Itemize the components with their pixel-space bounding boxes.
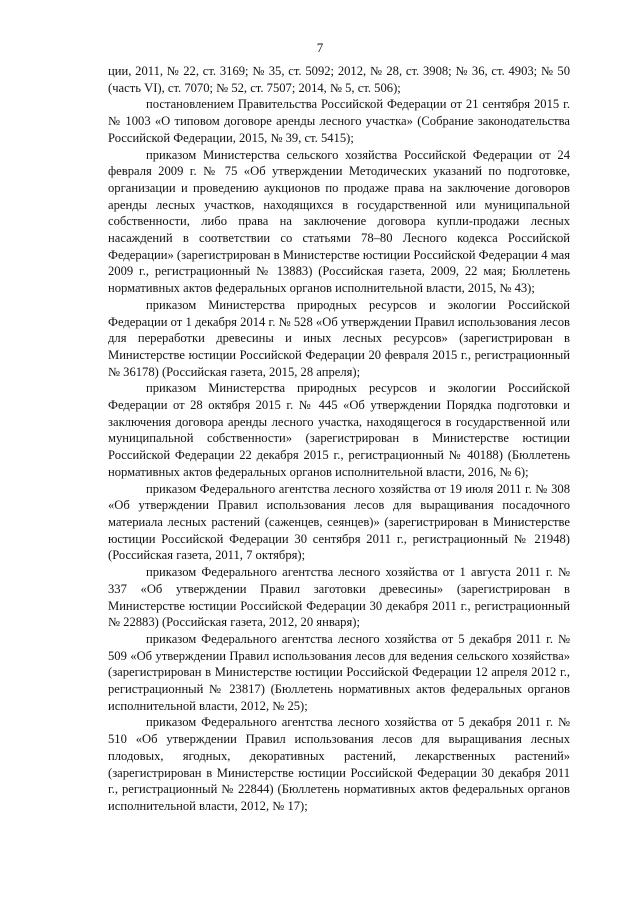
page-number: 7 (316, 40, 324, 55)
paragraph: приказом Федерального агентства лесного хозяйства от 1 августа 2011 г. № 337 «Об утверждении Правил заготовки древесины» (зарегистрирован в Министерстве юстиции Российской Федерации 30 декабря 2011 г., регистрационный № 22883) (Российская газета, 2012, 20 января); (108, 565, 570, 630)
document-body (108, 63, 570, 815)
paragraph: приказом Федерального агентства лесного хозяйства от 19 июля 2011 г. № 308 «Об утверждении Правил использования лесов для выращивания посадочного материала лесных растений (саженцев, сеянцев)» (зарегистрирован в Министерстве юстиции Российской Федерации 30 сентября 2011 г., регистрационный № 21948) (Российская газета, 2011, 7 октября); (108, 481, 570, 563)
paragraph: приказом Министерства сельского хозяйства Российской Федерации от 24 февраля 2009 г. № 75 «Об утверждении Методических указаний по подготовке, организации и проведению аукционов по продаже права на заключение договоров аренды лесных участков, находящихся в государственной или муниципальной собственности, либо права на заключение договора купли-продажи лесных насаждений в соответствии со статьями 78–80 Лесного кодекса Российской Федерации» (зарегистрирован в Министерстве юстиции Российской Федерации 4 мая 2009 г., регистрационный № 13883) (Российская газета, 2009, 22 мая; Бюллетень нормативных актов федеральных органов исполнительной власти, 2015, № 43); (108, 147, 570, 296)
paragraph: приказом Министерства природных ресурсов и экологии Российской Федерации от 28 октября 2015 г. № 445 «Об утверждении Порядка подготовки и заключения договора аренды лесного участка, находящегося в государственной или муниципальной собственности» (зарегистрирован в Министерстве юстиции Российской Федерации 22 декабря 2015 г., регистрационный № 40188) (Бюллетень нормативных актов федеральных органов исполнительной власти, 2016, № 6); (108, 381, 570, 479)
paragraph: приказом Министерства природных ресурсов и экологии Российской Федерации от 1 декабря 2014 г. № 528 «Об утверждении Правил использования лесов для переработки древесины и иных лесных ресурсов» (зарегистрирован в Министерстве юстиции Российской Федерации 20 февраля 2015 г., регистрационный № 36178) (Российская газета, 2015, 28 апреля); (108, 297, 570, 379)
paragraph: приказом Федерального агентства лесного хозяйства от 5 декабря 2011 г. № 509 «Об утверждении Правил использования лесов для ведения сельского хозяйства» (зарегистрирован в Министерстве юстиции Российской Федерации 12 апреля 2012 г., регистрационный № 23817) (Бюллетень нормативных актов федеральных органов исполнительной власти, 2012, № 25); (108, 631, 570, 713)
paragraph: приказом Федерального агентства лесного хозяйства от 5 декабря 2011 г. № 510 «Об утверждении Правил использования лесов для выращивания лесных плодовых, ягодных, декоративных растений, лекарственных растений» (зарегистрирован в Министерстве юстиции Российской Федерации 30 декабря 2011 г., регистрационный № 22844) (Бюллетень нормативных актов федеральных органов исполнительной власти, 2012, № 17); (108, 715, 570, 813)
paragraph-continuation: ции, 2011, № 22, ст. 3169; № 35, ст. 5092; 2012, № 28, ст. 3908; № 36, ст. 4903; № 50 (часть VI), ст. 7070; № 52, ст. 7507; 2014, № 5, ст. 506); (108, 64, 570, 95)
paragraph: постановлением Правительства Российской Федерации от 21 сентября 2015 г. № 1003 «О типовом договоре аренды лесного участка» (Собрание законодательства Российской Федерации, 2015, № 39, ст. 5415); (108, 97, 570, 145)
